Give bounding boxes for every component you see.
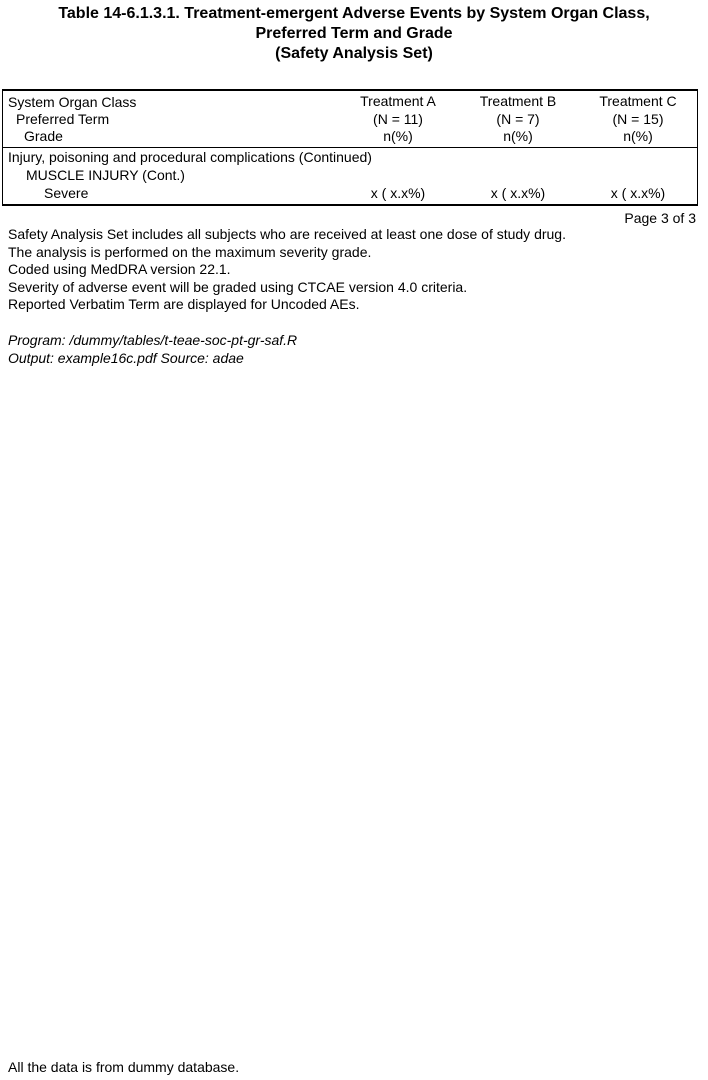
table-title	[0, 4, 708, 64]
bottom-note: All the data is from dummy database.	[8, 1059, 240, 1075]
header-treatment-c	[583, 93, 693, 146]
program-info	[8, 332, 297, 367]
treatment-c-stat: n(%)	[623, 128, 653, 144]
value-treatment-b: x ( x.x%)	[490, 185, 546, 201]
footnote-1: Safety Analysis Set includes all subjects who are received at least one dose of study drug.	[8, 226, 566, 242]
treatment-c-name: Treatment C	[599, 93, 677, 109]
treatment-c-n: (N = 15)	[612, 110, 664, 127]
footnote-3: Coded using MedDRA version 22.1.	[8, 261, 231, 277]
footnote-2: The analysis is performed on the maximum severity grade.	[8, 243, 372, 260]
treatment-a-name: Treatment A	[360, 93, 436, 109]
treatment-b-name: Treatment B	[479, 93, 557, 109]
footnote-4: Severity of adverse event will be graded using CTCAE version 4.0 criteria.	[8, 278, 468, 295]
table-body	[3, 148, 697, 204]
footnote-5: Reported Verbatim Term are displayed for Uncoded AEs.	[8, 296, 360, 312]
title-line-2: Preferred Term and Grade	[255, 25, 453, 42]
program-path: Program: /dummy/tables/t-teae-soc-pt-gr-saf.R	[8, 332, 298, 348]
value-treatment-c: x ( x.x%)	[610, 185, 666, 201]
header-treatment-a	[343, 93, 453, 146]
header-grade: Grade	[24, 128, 63, 144]
page-number: Page 3 of 3	[624, 210, 696, 226]
output-source: Output: example16c.pdf Source: adae	[8, 349, 244, 366]
treatment-b-stat: n(%)	[503, 128, 533, 144]
value-treatment-a: x ( x.x%)	[370, 185, 426, 201]
adverse-events-table	[2, 89, 698, 206]
table-header	[3, 91, 697, 148]
footnotes	[8, 226, 566, 314]
header-preferred-term: Preferred Term	[16, 111, 110, 127]
row-grade: Severe	[44, 185, 89, 201]
treatment-a-n: (N = 11)	[373, 110, 423, 127]
title-line-1: Table 14-6.1.3.1. Treatment-emergent Adverse Events by System Organ Class,	[58, 5, 650, 22]
treatment-b-n: (N = 7)	[496, 110, 540, 127]
header-soc: System Organ Class	[8, 94, 137, 110]
row-preferred-term: MUSCLE INJURY (Cont.)	[26, 167, 185, 183]
title-line-3: (Safety Analysis Set)	[275, 45, 433, 62]
header-treatment-b	[463, 93, 573, 146]
row-soc: Injury, poisoning and procedural complications (Continued)	[8, 149, 372, 165]
treatment-a-stat: n(%)	[383, 128, 413, 144]
